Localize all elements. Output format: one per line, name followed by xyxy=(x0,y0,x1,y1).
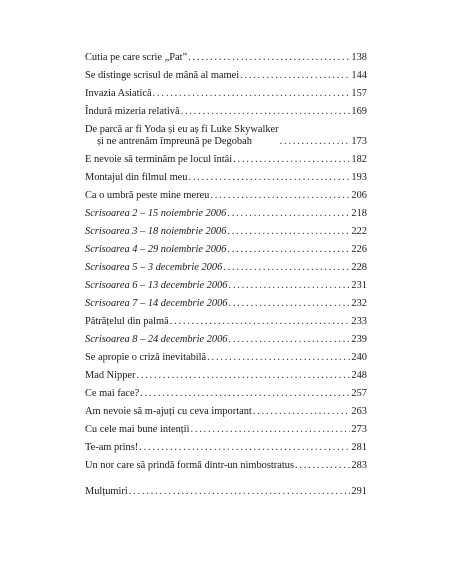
toc-entry-page: 239 xyxy=(351,334,367,345)
toc-entry-page: 273 xyxy=(351,424,367,435)
toc-leader-dots xyxy=(240,70,350,82)
toc-entry-page: 281 xyxy=(351,442,367,453)
toc-leader-dots xyxy=(210,190,350,202)
toc-entry xyxy=(85,202,367,220)
toc-entry-page: 173 xyxy=(351,136,367,147)
toc-entry-title: Invazia Asiatică xyxy=(85,88,152,99)
toc-leader-dots xyxy=(228,280,350,292)
toc-entry-title: Montajul din filmul meu xyxy=(85,172,188,183)
toc-entry xyxy=(85,100,367,118)
toc-entry-title-line2: și ne antrenăm împreună pe Degobah xyxy=(97,136,252,147)
toc-entry xyxy=(85,418,367,436)
toc-entry-title: Se apropie o criză inevitabilă xyxy=(85,352,207,363)
toc-entry xyxy=(85,148,367,166)
toc-entry xyxy=(85,184,367,202)
section-spacer xyxy=(85,472,367,480)
toc-entry-title: Scrisoarea 5 – 3 decembrie 2006 xyxy=(85,262,223,273)
toc-entry-page: 193 xyxy=(351,172,367,183)
toc-leader-dots xyxy=(227,244,350,256)
toc-entry xyxy=(85,166,367,184)
toc-leader-dots xyxy=(295,460,350,472)
toc-leader-dots xyxy=(228,298,350,310)
toc-entry-page: 206 xyxy=(351,190,367,201)
toc-entry-page: 222 xyxy=(351,226,367,237)
toc-leader-dots xyxy=(233,154,350,166)
toc-entry xyxy=(85,382,367,400)
toc-leader-dots xyxy=(153,88,351,100)
toc-entry-page: 240 xyxy=(351,352,367,363)
toc-entry xyxy=(85,364,367,382)
toc-leader-dots xyxy=(190,424,350,436)
toc-entry-title: Scrisoarea 8 – 24 decembrie 2006 xyxy=(85,334,228,345)
toc-entry xyxy=(85,64,367,82)
toc-entry-title: E nevoie să terminăm pe locul întâi xyxy=(85,154,233,165)
toc-entry-page: 263 xyxy=(351,406,367,417)
toc-leader-dots xyxy=(188,52,350,64)
toc-entry-page: 291 xyxy=(351,486,367,497)
toc-entry-page: 226 xyxy=(351,244,367,255)
toc-entry-title: Un nor care să prindă formă dintr-un nimbostratus xyxy=(85,460,294,471)
toc-entry-page: 228 xyxy=(351,262,367,273)
toc-entry-title: Scrisoarea 2 – 15 noiembrie 2006 xyxy=(85,208,227,219)
toc-entry xyxy=(85,220,367,238)
toc-leader-dots xyxy=(170,316,351,328)
toc-entry xyxy=(85,310,367,328)
toc-leader-dots xyxy=(207,352,350,364)
toc-entry-title: Scrisoarea 7 – 14 decembrie 2006 xyxy=(85,298,228,309)
toc-entry-page: 169 xyxy=(351,106,367,117)
toc-leader-dots xyxy=(227,208,350,220)
toc-entry-title: Mad Nipper xyxy=(85,370,136,381)
toc-entry xyxy=(85,118,367,148)
toc-entry-title: Cutia pe care scrie „Pat” xyxy=(85,52,188,63)
toc-entry-title: Scrisoarea 6 – 13 decembrie 2006 xyxy=(85,280,228,291)
toc-entry-title: Te-am prins! xyxy=(85,442,139,453)
toc-entry xyxy=(85,46,367,64)
toc-entry-page: 233 xyxy=(351,316,367,327)
toc-entry-page: 157 xyxy=(351,88,367,99)
toc-entry-page: 232 xyxy=(351,298,367,309)
toc-entry xyxy=(85,436,367,454)
toc-entry xyxy=(85,256,367,274)
toc-leader-dots xyxy=(188,172,350,184)
toc-leader-dots xyxy=(139,442,350,454)
toc-entry-title xyxy=(85,124,279,148)
toc-leader-dots xyxy=(137,370,351,382)
toc-entry-title: Am nevoie să m-ajuți cu ceva important xyxy=(85,406,252,417)
toc-entry-page: 182 xyxy=(351,154,367,165)
toc-entry-title: Ca o umbră peste mine mereu xyxy=(85,190,210,201)
toc-entry xyxy=(85,82,367,100)
toc-entry-title: Se distinge scrisul de mână al mamei xyxy=(85,70,240,81)
toc-entry-page: 144 xyxy=(351,70,367,81)
toc-leader-dots xyxy=(253,406,351,418)
toc-leader-dots xyxy=(140,388,350,400)
toc-entry-title: Cu cele mai bune intenții xyxy=(85,424,190,435)
toc-entry xyxy=(85,238,367,256)
toc-entry-page: 257 xyxy=(351,388,367,399)
toc-entry-page: 248 xyxy=(351,370,367,381)
toc-entry xyxy=(85,292,367,310)
toc-entry xyxy=(85,328,367,346)
toc-entry-page: 138 xyxy=(351,52,367,63)
toc-entry xyxy=(85,274,367,292)
toc-entry xyxy=(85,454,367,472)
toc-entry-title: Pătrățelul din palmă xyxy=(85,316,169,327)
toc-entry-title: Ce mai face? xyxy=(85,388,140,399)
toc-leader-dots xyxy=(280,136,351,148)
toc-entry-acknowledgements xyxy=(85,480,367,498)
toc-entry-title: Scrisoarea 3 – 18 noiembrie 2006 xyxy=(85,226,227,237)
toc-entry-title: Îndură mizeria relativă xyxy=(85,106,180,117)
toc-entry-title: Mulțumiri xyxy=(85,486,128,497)
toc-entry-page: 231 xyxy=(351,280,367,291)
toc-entry-title-line1: De parcă ar fi Yoda și eu aș fi Luke Skywalker xyxy=(85,124,279,135)
toc-entry-page: 283 xyxy=(351,460,367,471)
toc-entry-title: Scrisoarea 4 – 29 noiembrie 2006 xyxy=(85,244,227,255)
toc-leader-dots xyxy=(223,262,350,274)
toc-entry xyxy=(85,346,367,364)
toc-entry-page: 218 xyxy=(351,208,367,219)
toc-entry xyxy=(85,400,367,418)
toc-leader-dots xyxy=(227,226,350,238)
toc-leader-dots xyxy=(181,106,351,118)
toc-leader-dots xyxy=(228,334,350,346)
toc-leader-dots xyxy=(129,486,351,498)
table-of-contents xyxy=(85,46,367,498)
